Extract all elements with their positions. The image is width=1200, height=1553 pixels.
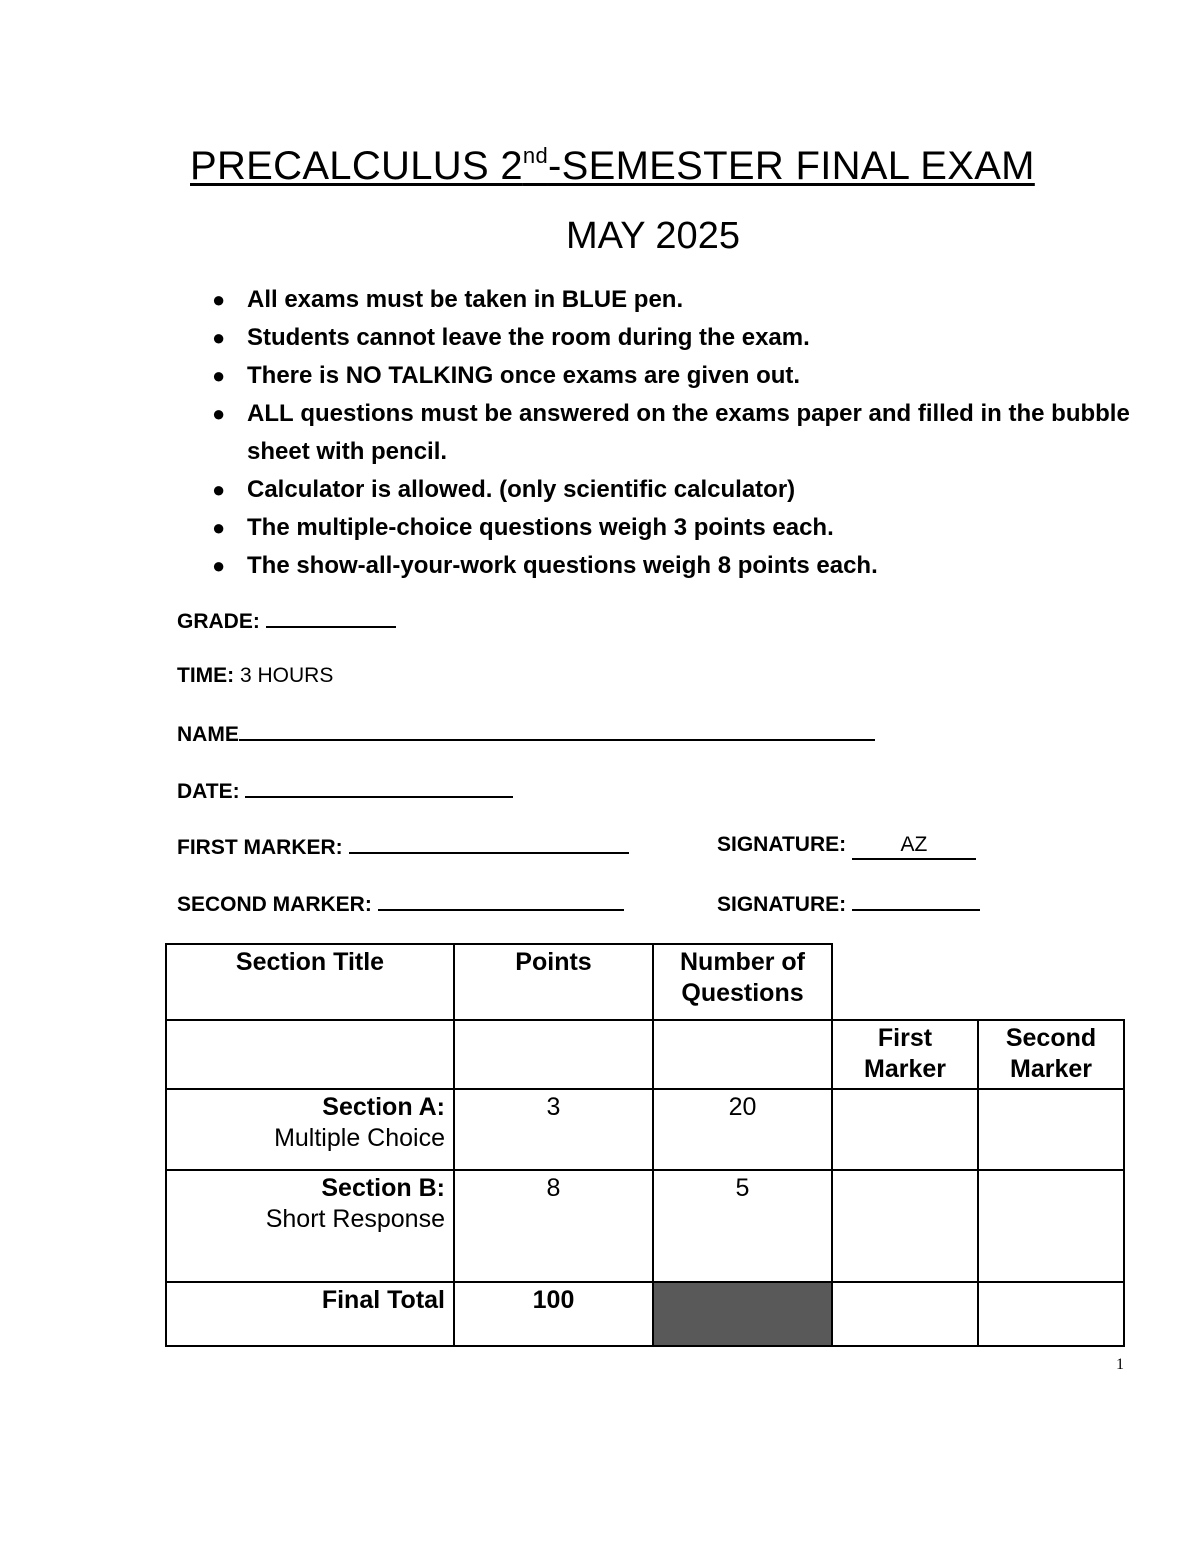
grade-input-line[interactable] bbox=[266, 606, 396, 628]
empty-cell bbox=[454, 1020, 653, 1089]
name-input-line[interactable] bbox=[239, 719, 875, 741]
rule-item: ● ALL questions must be answered on the exams paper and filled in the bubble sheet with pencil. bbox=[212, 395, 1152, 471]
second-marker-input-line[interactable] bbox=[378, 889, 624, 911]
first-marker-field: FIRST MARKER: bbox=[177, 832, 629, 861]
page-number: 1 bbox=[1116, 1356, 1124, 1373]
section-a-title: Section A: Multiple Choice bbox=[166, 1089, 454, 1170]
final-total-points: 100 bbox=[454, 1282, 653, 1346]
bullet-icon: ● bbox=[212, 401, 226, 426]
exam-date-heading: MAY 2025 bbox=[566, 215, 740, 257]
rule-item: ● The multiple-choice questions weigh 3 points each. bbox=[212, 509, 1152, 547]
header-points: Points bbox=[454, 944, 653, 1020]
section-b-first-marker-cell[interactable] bbox=[832, 1170, 978, 1282]
grade-field: GRADE: bbox=[177, 606, 396, 635]
empty-cell bbox=[653, 1020, 832, 1089]
header-spacer bbox=[832, 944, 1124, 1020]
second-marker-field: SECOND MARKER: bbox=[177, 889, 624, 918]
section-a-first-marker-cell[interactable] bbox=[832, 1089, 978, 1170]
time-field: TIME: 3 HOURS bbox=[177, 664, 334, 687]
section-b-questions: 5 bbox=[653, 1170, 832, 1282]
table-total-row bbox=[166, 1282, 1124, 1346]
header-number-of-questions: Number of Questions bbox=[653, 944, 832, 1020]
date-input-line[interactable] bbox=[245, 776, 513, 798]
first-signature-value[interactable]: AZ bbox=[852, 832, 976, 860]
rule-item: ● All exams must be taken in BLUE pen. bbox=[212, 281, 1152, 319]
header-section-title: Section Title bbox=[166, 944, 454, 1020]
empty-cell bbox=[166, 1020, 454, 1089]
bullet-icon: ● bbox=[212, 325, 226, 350]
section-a-second-marker-cell[interactable] bbox=[978, 1089, 1124, 1170]
exam-title: PRECALCULUS 2nd-SEMESTER FINAL EXAM bbox=[190, 143, 1035, 188]
table-row bbox=[166, 1089, 1124, 1170]
section-a-points: 3 bbox=[454, 1089, 653, 1170]
section-b-title: Section B: Short Response bbox=[166, 1170, 454, 1282]
table-row bbox=[166, 1170, 1124, 1282]
bullet-icon: ● bbox=[212, 553, 226, 578]
first-signature-field: SIGNATURE: AZ bbox=[717, 832, 976, 860]
bullet-icon: ● bbox=[212, 363, 226, 388]
section-b-second-marker-cell[interactable] bbox=[978, 1170, 1124, 1282]
first-marker-input-line[interactable] bbox=[349, 832, 629, 854]
section-b-points: 8 bbox=[454, 1170, 653, 1282]
second-signature-input-line[interactable] bbox=[852, 889, 980, 911]
final-total-label: Final Total bbox=[166, 1282, 454, 1346]
total-first-marker-cell[interactable] bbox=[832, 1282, 978, 1346]
table-header-row bbox=[166, 944, 1124, 1020]
rule-item: ● Students cannot leave the room during the exam. bbox=[212, 319, 1152, 357]
rule-item: ● Calculator is allowed. (only scientific calculator) bbox=[212, 471, 1152, 509]
rule-item: ● The show-all-your-work questions weigh 8 points each. bbox=[212, 547, 1152, 585]
name-field: NAME bbox=[177, 719, 875, 748]
table-subheader-row bbox=[166, 1020, 1124, 1089]
bullet-icon: ● bbox=[212, 287, 226, 312]
header-first-marker: First Marker bbox=[832, 1020, 978, 1089]
bullet-icon: ● bbox=[212, 515, 226, 540]
shaded-cell bbox=[653, 1282, 832, 1346]
marks-table bbox=[165, 943, 1125, 1347]
date-field: DATE: bbox=[177, 776, 513, 805]
rule-item: ● There is NO TALKING once exams are given out. bbox=[212, 357, 1152, 395]
second-signature-field: SIGNATURE: bbox=[717, 889, 980, 918]
exam-rules-list bbox=[212, 281, 1152, 585]
bullet-icon: ● bbox=[212, 477, 226, 502]
total-second-marker-cell[interactable] bbox=[978, 1282, 1124, 1346]
section-a-questions: 20 bbox=[653, 1089, 832, 1170]
header-second-marker: Second Marker bbox=[978, 1020, 1124, 1089]
